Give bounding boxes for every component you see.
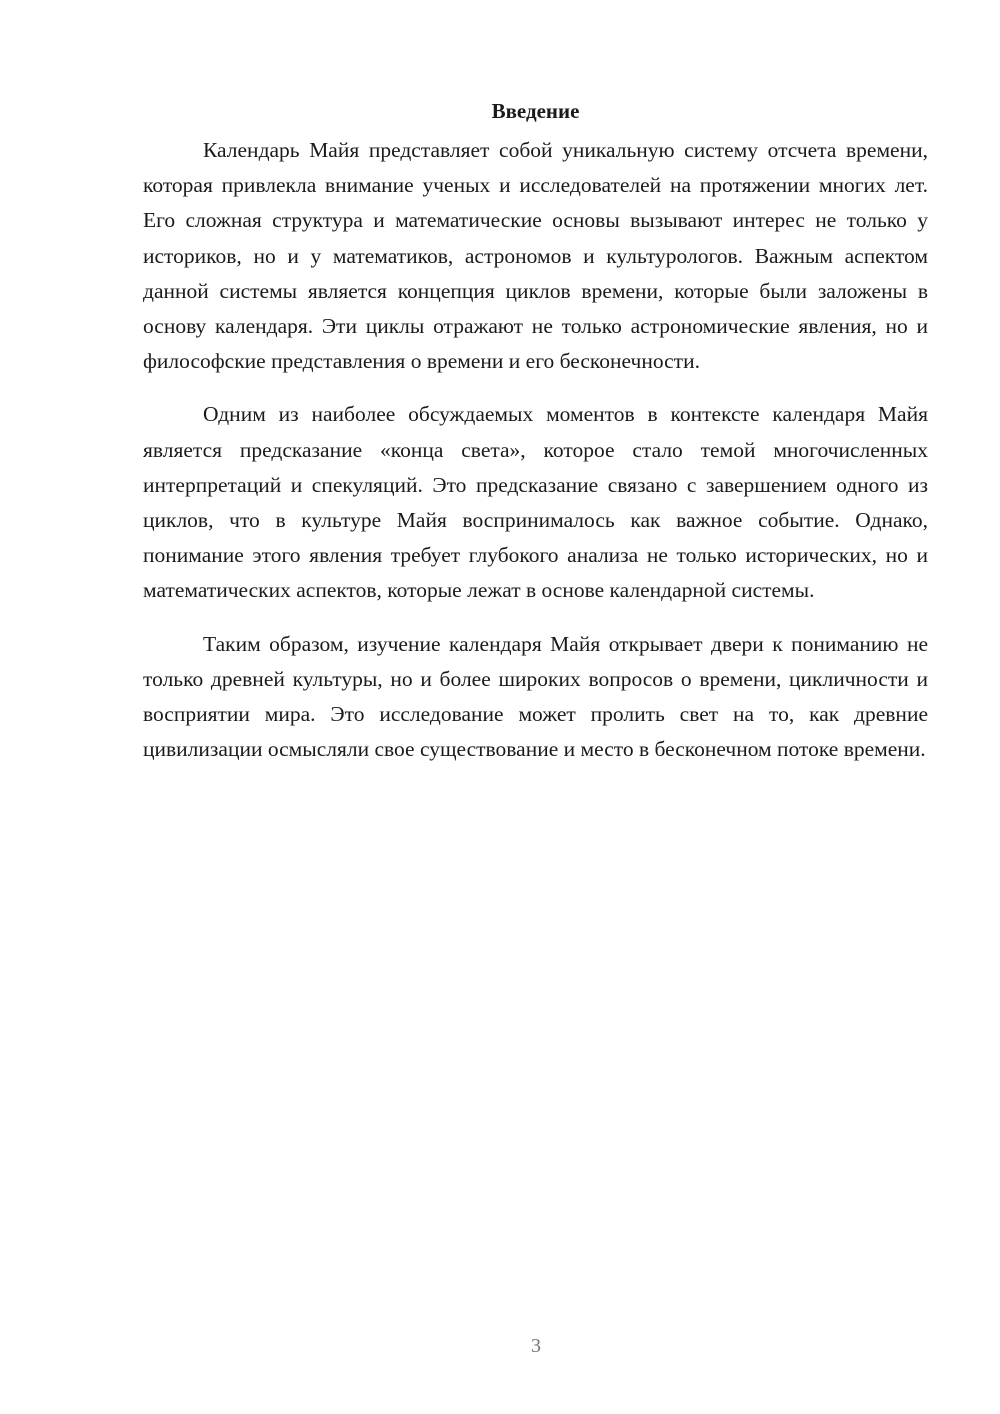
- section-title: Введение: [491, 99, 580, 123]
- page-number: 3: [531, 1335, 541, 1357]
- paragraph-3: Таким образом, изучение календаря Майя открывает двери к пониманию не только древней культуры, но и более широких вопросов о времени, цикличности и восприятии мира. Это исследование может пролить свет на то, как древние цивилизации осмысляли свое существование и место в бесконечном потоке времени.: [143, 631, 928, 762]
- paragraph-2: Одним из наиболее обсуждаемых моментов в контексте календаря Майя является предсказание «конца света», которое стало темой многочисленных интерпретаций и спекуляций. Это предсказание связано с завершением одного из циклов, что в культуре Майя воспринималось как важное событие. Однако, понимание этого явления требует глубокого анализа не только исторических, но и математических аспектов, которые лежат в основе календарной системы.: [143, 402, 928, 603]
- paragraph-1: Календарь Майя представляет собой уникальную систему отсчета времени, которая привлекла внимание ученых и исследователей на протяжении многих лет. Его сложная структура и математические основы вызывают интерес не только у историков, но и у математиков, астрономов и культурологов. Важным аспектом данной системы является концепция циклов времени, которые были заложены в основу календаря. Эти циклы отражают не только астрономические явления, но и философские представления о времени и его бесконечности.: [143, 138, 928, 374]
- page-content: [143, 94, 928, 785]
